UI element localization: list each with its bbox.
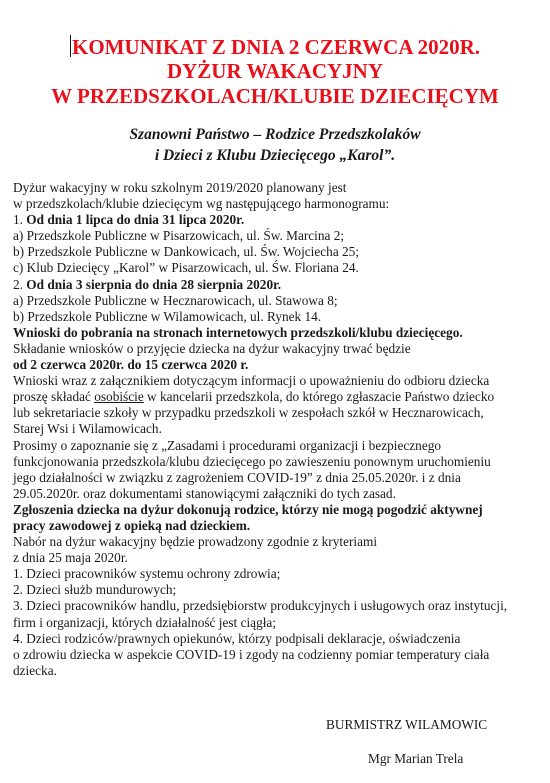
text-span: w kancelarii przedszkola, do którego zgłaszacie Państwo dziecko (143, 389, 495, 405)
body-line: o zdrowiu dziecka w aspekcie COVID-19 i zgody na codzienny pomiar temperatury ciała (13, 646, 490, 662)
criteria-item: 4. Dzieci rodziców/prawnych opiekunów, którzy podpisali deklaracje, oświadczenia (13, 630, 461, 646)
body-line: Starej Wsi i Wilamowicach. (13, 421, 162, 437)
title-line-3: W PRZEDSZKOLACH/KLUBIE DZIECIĘCYM (51, 84, 499, 108)
body-line: c) Klub Dziecięcy „Karol” w Pisarzowicach, ul. Św. Floriana 24. (13, 260, 359, 276)
schedule-item-2 (13, 277, 543, 293)
date-range-august: Od dnia 3 sierpnia do dnia 28 sierpnia 2020r. (26, 276, 282, 292)
body-line: w przedszkolach/klubie dziecięcym wg następującego harmonogramu: (13, 196, 390, 212)
body-line: b) Przedszkole Publiczne w Dankowicach, ul. Św. Wojciecha 25; (13, 244, 360, 260)
body-line: b) Przedszkole Publiczne w Wilamowicach, ul. Rynek 14. (13, 308, 322, 324)
submission-period: od 2 czerwca 2020r. do 15 czerwca 2020 r. (13, 357, 249, 373)
criteria-item: 3. Dzieci pracowników handlu, przedsiębiorstw produkcyjnych i usługowych oraz instytucji, (13, 598, 508, 614)
schedule-item-1 (13, 212, 543, 228)
title-line-2: DYŻUR WAKACYJNY (166, 59, 384, 83)
document-title (0, 34, 550, 60)
date-range-july: Od dnia 1 lipca do dnia 31 lipca 2020r. (26, 212, 245, 228)
body-line: Prosimy o zapoznanie się z „Zasadami i procedurami organizacji i bezpiecznego (13, 437, 442, 453)
signature-name: Mgr Marian Trela (368, 751, 464, 766)
greeting-line-1: Szanowni Państwo – Rodzice Przedszkolaków (129, 126, 421, 143)
body-line: dziecka. (13, 662, 57, 678)
body-line-bold: Wnioski do pobrania na stronach internetowych przedszkoli/klubu dziecięcego. (13, 324, 463, 340)
body-line: funkcjonowania przedszkola/klubu dziecięcego po zawieszeniu ponownym uruchomieniu (13, 453, 491, 469)
body-line (13, 389, 543, 405)
body-line: Składanie wniosków o przyjęcie dziecka na dyżur wakacyjny trwać będzie (13, 340, 411, 356)
announcement-body (13, 180, 543, 679)
text-span: proszę składać (13, 389, 95, 405)
body-line: a) Przedszkole Publiczne w Hecznarowicach, ul. Stawowa 8; (13, 292, 338, 308)
greeting-line-2: i Dzieci z Klubu Dziecięcego „Karol”. (154, 147, 396, 164)
body-line-bold: pracy zawodowej z opieką nad dzieckiem. (13, 517, 251, 533)
list-number: 1. (13, 212, 27, 228)
body-line: a) Przedszkole Publiczne w Pisarzowicach, ul. Św. Marcina 2; (13, 228, 345, 244)
list-number: 2. (13, 276, 27, 292)
body-line: Dyżur wakacyjny w roku szkolnym 2019/2020 planowany jest (13, 180, 347, 195)
body-line: jego działalności w związku z zagrożeniem COVID-19” z dnia 25.05.2020r. i z dnia (13, 469, 461, 485)
criteria-item: 2. Dzieci służb mundurowych; (13, 582, 177, 598)
body-line: firm i organizacji, których działalność jest ciągła; (13, 614, 277, 630)
title-line-1: KOMUNIKAT Z DNIA 2 CZERWCA 2020R. (71, 35, 481, 59)
criteria-item: 1. Dzieci pracowników systemu ochrony zdrowia; (13, 566, 281, 582)
signature-title: BURMISTRZ WILAMOWIC (326, 717, 488, 732)
body-line: 29.05.2020r. oraz dokumentami stanowiącymi załączniki do tych zasad. (13, 485, 396, 501)
body-line: z dnia 25 maja 2020r. (13, 550, 128, 566)
body-line: Wnioski wraz z załącznikiem dotyczącym informacji o upoważnieniu do odbioru dziecka (13, 373, 490, 389)
body-line: lub sekretariacie szkoły w przypadku przedszkoli w zespołach szkół w Hecznarowicach, (13, 405, 484, 421)
body-line: Nabór na dyżur wakacyjny będzie prowadzony zgodnie z kryteriami (13, 534, 378, 550)
underlined-word: osobiście (94, 389, 144, 405)
text-cursor (70, 35, 71, 57)
body-line-bold: Zgłoszenia dziecka na dyżur dokonują rodzice, którzy nie mogą pogodzić aktywnej (13, 501, 483, 517)
